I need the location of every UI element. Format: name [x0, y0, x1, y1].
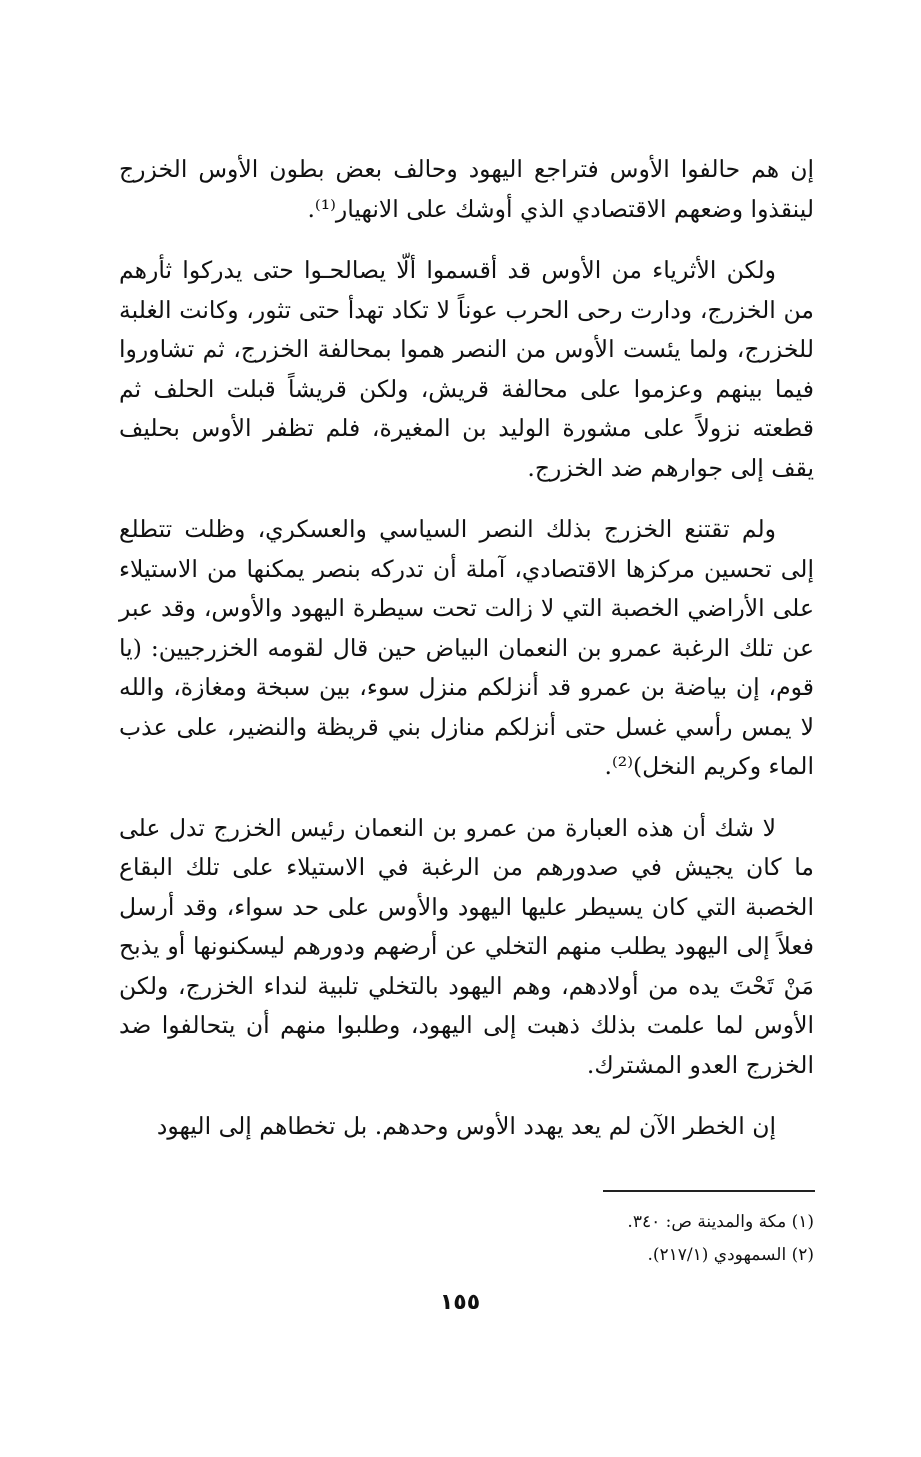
footnote-2: (٢) السمهودي (٢١٧/١). — [647, 1245, 814, 1265]
paragraph-2: ولكن الأثرياء من الأوس قد أقسموا ألّا يصالحـوا حتى يدركوا ثأرهم من الخزرج، ودارت رحى الحرب عوناً لا تكاد تهدأ حتى تثور، وكانت الغلبة للخزرج، ولما يئست الأوس من النصر هموا بمحالفة الخزرج، ثم تشاوروا فيما بينهم وعزموا على محالفة قريش، ولكن قريشاً قبلت الحلف ثم قطعته نزولاً على مشورة الوليد بن المغيرة، فلم تظفر الأوس بحليف يقف إلى جوارهم ضد الخزرج. — [119, 256, 814, 482]
body-text — [119, 150, 814, 1169]
footnote-1: (١) مكة والمدينة ص: ٣٤٠. — [627, 1212, 814, 1232]
paragraph-4: لا شك أن هذه العبارة من عمرو بن النعمان رئيس الخزرج تدل على ما كان يجيش في صدورهم من الرغبة في الاستيلاء على تلك البقاع الخصبة التي كان يسيطر عليها اليهود والأوس على حد سواء، وقد أرسل فعلاً إلى اليهود يطلب منهم التخلي عن أرضهم ودورهم ليسكنونها أو يذبح مَنْ تَحْتَ يده من أولادهم، وهم اليهود بالتخلي تلبية لنداء الخزرج، ولكن الأوس لما علمت بذلك ذهبت إلى اليهود، وطلبوا منهم أن يتحالفوا ضد الخزرج العدو المشترك. — [119, 813, 814, 1079]
page-number: ١٥٥ — [439, 1290, 481, 1315]
footnote-divider — [603, 1190, 815, 1192]
footnotes — [400, 1206, 814, 1272]
paragraph-5: إن الخطر الآن لم يعد يهدد الأوس وحدهم. بل تخطاهم إلى اليهود — [156, 1112, 776, 1140]
paragraph-1: إن هم حالفوا الأوس فتراجع اليهود وحالف بعض بطون الأوس الخزرج لينقذوا وضعهم الاقتصادي الذي أوشك على الانهيار⁽¹⁾. — [119, 155, 814, 223]
paragraph-3: ولم تقتنع الخزرج بذلك النصر السياسي والعسكري، وظلت تتطلع إلى تحسين مركزها الاقتصادي، آملة أن تدركه بنصر يمكنها من الاستيلاء على الأراضي الخصبة التي لا زالت تحت سيطرة اليهود والأوس، وقد عبر عن تلك الرغبة عمرو بن النعمان البياض حين قال لقومه الخزرجيين: (يا قوم، إن بياضة بن عمرو قد أنزلكم منزل سوء، بين سبخة ومغازة، والله لا يمس رأسي غسل حتى أنزلكم منازل بني قريظة والنضير، على عذب الماء وكريم النخل)⁽²⁾. — [119, 515, 814, 780]
